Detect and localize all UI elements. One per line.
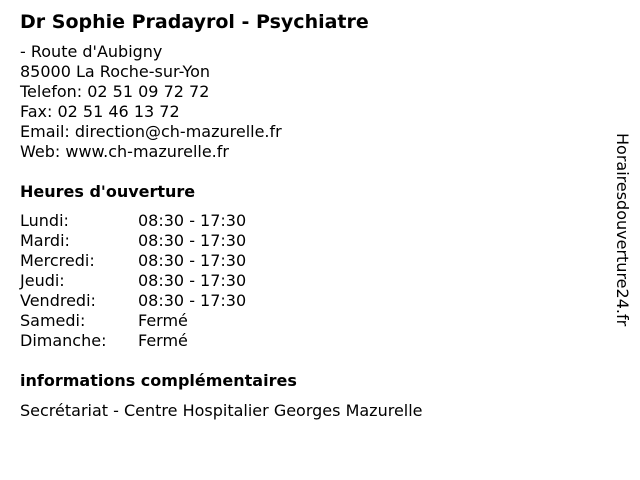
hours-row-mercredi [20,251,600,271]
site-watermark: Horairesdouverture24.fr [613,133,632,327]
hours-row-vendredi [20,291,600,311]
hours-day: Vendredi: [20,291,96,310]
fax-number: Fax: 02 51 46 13 72 [20,102,180,121]
hours-row-samedi [20,311,600,331]
website-address: Web: www.ch-mazurelle.fr [20,142,229,161]
hours-day: Mercredi: [20,251,95,270]
info-text: Secrétariat - Centre Hospitalier Georges Mazurelle [20,401,423,420]
contact-block [20,42,600,162]
hours-day: Lundi: [20,211,69,230]
hours-row-lundi [20,211,600,231]
hours-row-mardi [20,231,600,251]
practitioner-card [20,10,600,421]
page-title: Dr Sophie Pradayrol - Psychiatre [20,11,369,33]
hours-day: Samedi: [20,311,86,330]
city-address: 85000 La Roche-sur-Yon [20,62,211,81]
hours-day: Mardi: [20,231,70,250]
info-heading: informations complémentaires [20,371,297,390]
hours-day: Dimanche: [20,331,107,350]
email-address: Email: direction@ch-mazurelle.fr [20,122,282,141]
hours-row-dimanche [20,331,600,351]
phone-number: Telefon: 02 51 09 72 72 [20,82,210,101]
street-address: - Route d'Aubigny [20,42,163,61]
hours-time: 08:30 - 17:30 [138,291,247,310]
hours-table [20,211,600,351]
hours-time: 08:30 - 17:30 [138,251,247,270]
hours-time: 08:30 - 17:30 [138,231,247,250]
hours-time: Fermé [138,311,188,330]
hours-time: Fermé [138,331,188,350]
hours-heading: Heures d'ouverture [20,182,196,201]
hours-time: 08:30 - 17:30 [138,271,247,290]
hours-time: 08:30 - 17:30 [138,211,247,230]
hours-day: Jeudi: [20,271,65,290]
hours-row-jeudi [20,271,600,291]
